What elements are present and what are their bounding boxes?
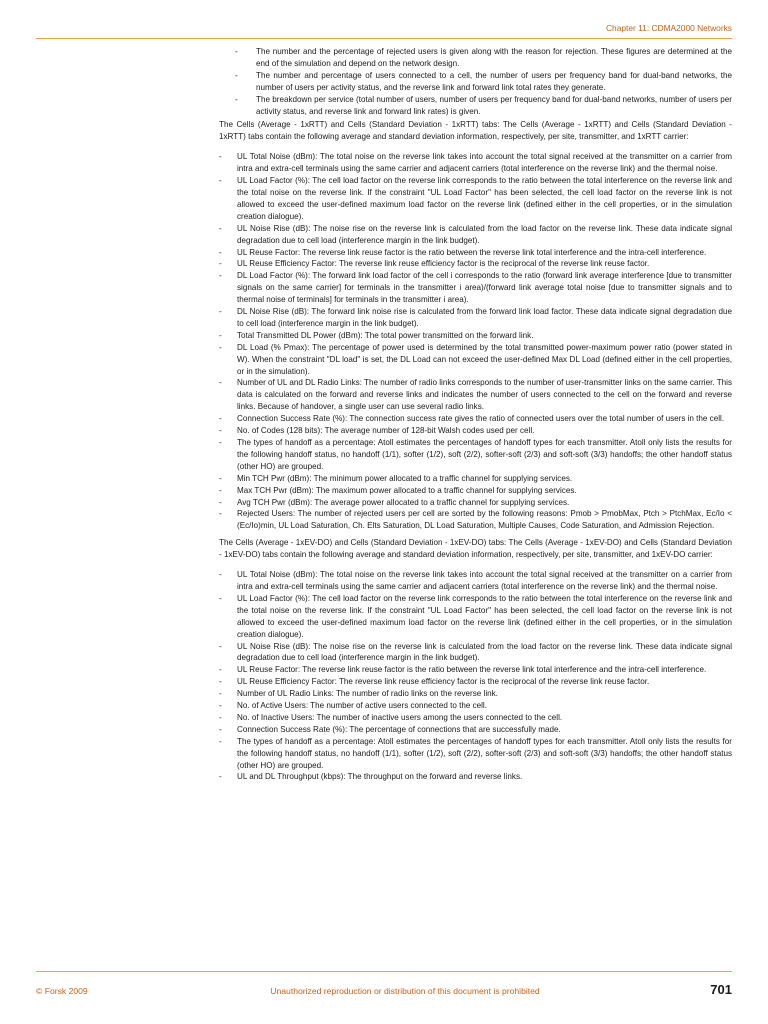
section-paragraph-1xrtt: The Cells (Average - 1xRTT) and Cells (Standard Deviation - 1xRTT) tabs: The Cells (Average - 1xRTT) and Cells (Standard Deviation - 1xRTT) tabs contain the following average and standard deviation information, respectively, per site, transmitter, and 1xRTT carrier:: [219, 120, 732, 142]
reproduction-notice: Unauthorized reproduction or distribution of this document is prohibited: [270, 986, 540, 996]
list-item: - Connection Success Rate (%): The connection success rate gives the ratio of connected users over the total number of users in the cell.: [219, 414, 725, 424]
copyright-notice: © Forsk 2009: [36, 986, 88, 996]
list-item: - UL and DL Throughput (kbps): The throughput on the forward and reverse links.: [219, 772, 523, 782]
list-item: - Total Transmitted DL Power (dBm): The total power transmitted on the forward link.: [219, 330, 534, 340]
cells-1xrtt-list: [219, 151, 732, 532]
list-item: - Rejected Users: The number of rejected users per cell are sorted by the following reasons: Pmob > PmobMax, Ptch > PtchMax, Ec/Io < (Ec/Io)min, UL Load Saturation, Ch. Elts Saturation, DL Load Saturation, Multiple Causes, Code Saturation, and Admission Rejection.: [219, 509, 732, 531]
list-item: - UL Reuse Efficiency Factor: The reverse link reuse efficiency factor is the reciprocal of the reverse link reuse factor.: [219, 677, 650, 687]
chapter-title: Chapter 11: CDMA2000 Networks: [606, 23, 732, 33]
list-item: - Max TCH Pwr (dBm): The maximum power allocated to a traffic channel for supplying services.: [219, 485, 577, 495]
list-item: - Number of UL and DL Radio Links: The number of radio links corresponds to the number of user-transmitter links on the same carrier. This data is calculated on the forward and reverse links and indicates the number of users connected to the cell on the forward and reverse links. Because of handover, a single user can use several radio links.: [219, 378, 732, 412]
list-item: - No. of Inactive Users: The number of inactive users among the users connected to the cell.: [219, 712, 563, 722]
header-divider: [36, 38, 732, 39]
list-item: - DL Noise Rise (dB): The forward link noise rise is calculated from the forward link load factor. These data indicate signal degradation due to cell load (interference margin in the link budget).: [219, 307, 732, 328]
list-item: - Avg TCH Pwr (dBm): The average power allocated to a traffic channel for supplying services.: [219, 497, 570, 507]
list-item: - No. of Active Users: The number of active users connected to the cell.: [219, 701, 487, 711]
list-item: - No. of Codes (128 bits): The average number of 128-bit Walsh codes used per cell.: [219, 426, 535, 436]
list-item: - DL Load (% Pmax): The percentage of power used is determined by the total transmitted power-maximum power ratio (power stated in W). When the constraint "DL load" is set, the DL Load can not exceed the user-defined Max DL Load (defined either in the cell properties, or in the simulation).: [219, 342, 732, 376]
page-number: 701: [710, 982, 732, 997]
list-item: - The number and percentage of users connected to a cell, the number of users per frequency band for dual-band networks, the number of users per activity status, and the reverse link and forward link total rates they generate.: [235, 70, 732, 94]
cells-1xevdo-list: [219, 569, 732, 783]
list-item: - The number and the percentage of rejected users is given along with the reason for rejection. These figures are determined at the end of the simulation and depend on the network design.: [235, 46, 732, 70]
list-item: - Min TCH Pwr (dBm): The minimum power allocated to a traffic channel for supplying services.: [219, 473, 573, 483]
intro-list: [219, 46, 732, 117]
list-item: - UL Reuse Efficiency Factor: The reverse link reuse efficiency factor is the reciprocal of the reverse link reuse factor.: [219, 259, 650, 269]
section-paragraph-1xevdo: The Cells (Average - 1xEV-DO) and Cells (Standard Deviation - 1xEV-DO) tabs: The Cells (Average - 1xEV-DO) and Cells (Standard Deviation - 1xEV-DO) tabs contain the following average and standard deviation information, respectively, per site, transmitter, and 1xEV-DO carrier:: [219, 538, 732, 560]
list-item: - UL Load Factor (%): The cell load factor on the reverse link corresponds to the ratio between the total interference on the reverse link and the total noise on the reverse link. If the constraint "UL Load Factor" has been selected, the cell load factor on the reverse link is not allowed to exceed the user-defined maximum load factor on the reverse link (defined either in the cell properties, or in the simulation creation dialogue).: [219, 176, 732, 221]
list-item: - UL Reuse Factor: The reverse link reuse factor is the ratio between the reverse link total interference and the intra-cell interference.: [219, 247, 707, 257]
list-item: - UL Reuse Factor: The reverse link reuse factor is the ratio between the reverse link total interference and the intra-cell interference.: [219, 665, 707, 675]
list-item: - The breakdown per service (total number of users, number of users per frequency band for dual-band networks, number of users per activity status, and reverse link and forward link rates) is given.: [235, 94, 732, 118]
list-item: - DL Load Factor (%): The forward link load factor of the cell i corresponds to the ratio (forward link average interference [due to transmitter signals on the same carrier] for terminals in the transmitter i area)/(forward link average total noise [due to transmitter signals and to thermal noise of terminals] for terminals in the transmitter i area).: [219, 271, 732, 305]
list-item: - UL Total Noise (dBm): The total noise on the reverse link takes into account the total signal received at the transmitter on a carrier from intra and extra-cell terminals using the same carrier and adjacent carriers (total interference on the reverse link) and the thermal noise.: [219, 570, 732, 591]
list-item: - UL Load Factor (%): The cell load factor on the reverse link corresponds to the ratio between the total interference on the reverse link and the total noise on the reverse link. If the constraint "UL Load Factor" has been selected, the cell load factor on the reverse link is not allowed to exceed the user-defined maximum load factor on the reverse link (defined either in the cell properties, or in the simulation creation dialogue).: [219, 593, 732, 639]
list-item: - The types of handoff as a percentage: Atoll estimates the percentages of handoff types for each transmitter. Atoll only lists the results for the following handoff status, no handoff (1/1), softer (1/2), soft (2/2), softer-soft (2/3) and soft-soft (3/3) handoffs; the other handoff status (other HO) are grouped.: [219, 438, 732, 471]
list-item: - Connection Success Rate (%): The percentage of connections that are successfully made.: [219, 724, 561, 734]
list-item: - UL Noise Rise (dB): The noise rise on the reverse link is calculated from the load factor on the reverse link. These data indicate signal degradation due to cell load (interference margin in the link budget).: [219, 641, 732, 663]
list-item: - UL Noise Rise (dB): The noise rise on the reverse link is calculated from the load factor on the reverse link. These data indicate signal degradation due to cell load (interference margin in the link budget).: [219, 223, 732, 245]
page-body: [219, 46, 732, 788]
list-item: - The types of handoff as a percentage: Atoll estimates the percentages of handoff types for each transmitter. Atoll only lists the results for the following handoff status, no handoff (1/1), softer (1/2), soft (2/2), softer-soft (2/3) and soft-soft (3/3) handoffs; the other handoff status (other HO) are grouped.: [219, 736, 732, 770]
list-item: - UL Total Noise (dBm): The total noise on the reverse link takes into account the total signal received at the transmitter on a carrier from intra and extra-cell terminals using the same carrier and adjacent carriers (total interference on the reverse link) and the thermal noise.: [219, 152, 732, 174]
list-item: - Number of UL Radio Links: The number of radio links on the reverse link.: [219, 689, 498, 699]
footer-divider: [36, 971, 732, 972]
